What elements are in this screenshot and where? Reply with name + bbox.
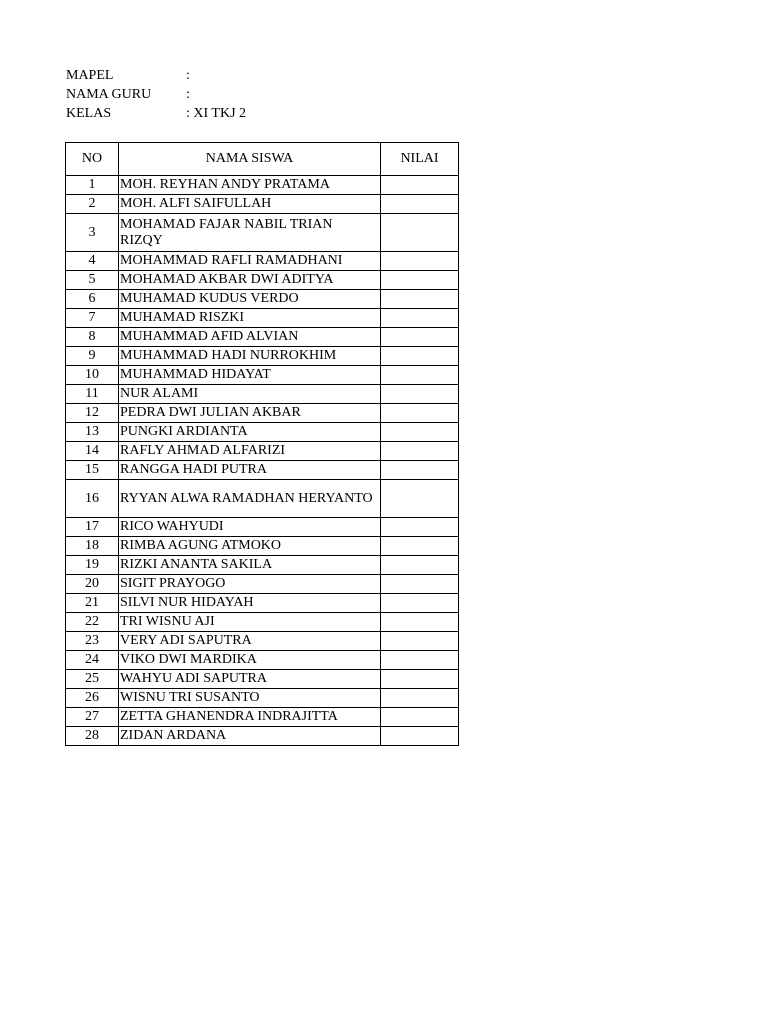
table-row — [66, 214, 459, 252]
row-number: 9 — [66, 347, 119, 366]
table-body — [66, 176, 459, 746]
row-number: 28 — [66, 727, 119, 746]
row-number: 8 — [66, 328, 119, 347]
row-number: 13 — [66, 423, 119, 442]
row-number: 26 — [66, 689, 119, 708]
grade-cell[interactable] — [381, 537, 459, 556]
student-name: MOHAMAD FAJAR NABIL TRIAN RIZQY — [119, 214, 381, 252]
row-number: 5 — [66, 271, 119, 290]
table-row — [66, 613, 459, 632]
student-name: MOHAMAD AKBAR DWI ADITYA — [119, 271, 381, 290]
table-row — [66, 708, 459, 727]
student-name: VIKO DWI MARDIKA — [119, 651, 381, 670]
table-row — [66, 461, 459, 480]
student-name: WISNU TRI SUSANTO — [119, 689, 381, 708]
row-number: 10 — [66, 366, 119, 385]
grade-cell[interactable] — [381, 309, 459, 328]
column-header-nilai: NILAI — [381, 143, 459, 176]
student-name: PEDRA DWI JULIAN AKBAR — [119, 404, 381, 423]
grade-cell[interactable] — [381, 385, 459, 404]
kelas-row — [66, 104, 466, 123]
grade-cell[interactable] — [381, 366, 459, 385]
row-number: 27 — [66, 708, 119, 727]
student-name: RIMBA AGUNG ATMOKO — [119, 537, 381, 556]
student-name: SILVI NUR HIDAYAH — [119, 594, 381, 613]
row-number: 23 — [66, 632, 119, 651]
student-name: RAFLY AHMAD ALFARIZI — [119, 442, 381, 461]
student-name: PUNGKI ARDIANTA — [119, 423, 381, 442]
grade-cell[interactable] — [381, 404, 459, 423]
nama-guru-row — [66, 85, 466, 104]
grade-cell[interactable] — [381, 556, 459, 575]
table-row — [66, 689, 459, 708]
table-row — [66, 385, 459, 404]
student-name: MUHAMAD RISZKI — [119, 309, 381, 328]
table-row — [66, 423, 459, 442]
row-number: 2 — [66, 195, 119, 214]
grade-cell[interactable] — [381, 575, 459, 594]
grade-cell[interactable] — [381, 442, 459, 461]
grade-cell[interactable] — [381, 461, 459, 480]
grade-cell[interactable] — [381, 594, 459, 613]
row-number: 19 — [66, 556, 119, 575]
mapel-value: : — [186, 68, 190, 83]
table-row — [66, 670, 459, 689]
grade-cell[interactable] — [381, 214, 459, 252]
row-number: 20 — [66, 575, 119, 594]
row-number: 14 — [66, 442, 119, 461]
table-row — [66, 271, 459, 290]
mapel-label: MAPEL — [66, 68, 114, 83]
row-number: 24 — [66, 651, 119, 670]
table-row — [66, 537, 459, 556]
document-header — [66, 66, 466, 123]
student-name: TRI WISNU AJI — [119, 613, 381, 632]
student-name: VERY ADI SAPUTRA — [119, 632, 381, 651]
grade-cell[interactable] — [381, 195, 459, 214]
table-row — [66, 480, 459, 518]
row-number: 16 — [66, 480, 119, 518]
grade-cell[interactable] — [381, 271, 459, 290]
row-number: 11 — [66, 385, 119, 404]
student-name: RIZKI ANANTA SAKILA — [119, 556, 381, 575]
row-number: 4 — [66, 252, 119, 271]
grade-cell[interactable] — [381, 290, 459, 309]
grade-cell[interactable] — [381, 328, 459, 347]
student-table — [65, 142, 459, 746]
row-number: 25 — [66, 670, 119, 689]
student-name: WAHYU ADI SAPUTRA — [119, 670, 381, 689]
table-row — [66, 328, 459, 347]
row-number: 17 — [66, 518, 119, 537]
student-name: MUHAMMAD AFID ALVIAN — [119, 328, 381, 347]
student-name: SIGIT PRAYOGO — [119, 575, 381, 594]
table-row — [66, 404, 459, 423]
student-name: RANGGA HADI PUTRA — [119, 461, 381, 480]
table-row — [66, 518, 459, 537]
nama-guru-value: : — [186, 87, 190, 102]
table-row — [66, 575, 459, 594]
table-row — [66, 556, 459, 575]
student-name: MUHAMMAD HIDAYAT — [119, 366, 381, 385]
column-header-no: NO — [66, 143, 119, 176]
kelas-label: KELAS — [66, 106, 112, 121]
student-name: ZIDAN ARDANA — [119, 727, 381, 746]
table-header-row — [66, 143, 459, 176]
student-name: RYYAN ALWA RAMADHAN HERYANTO — [119, 480, 381, 518]
table-row — [66, 442, 459, 461]
grade-cell[interactable] — [381, 727, 459, 746]
row-number: 7 — [66, 309, 119, 328]
grade-cell[interactable] — [381, 632, 459, 651]
grade-cell[interactable] — [381, 252, 459, 271]
grade-cell[interactable] — [381, 689, 459, 708]
student-name: MOHAMMAD RAFLI RAMADHANI — [119, 252, 381, 271]
grade-cell[interactable] — [381, 347, 459, 366]
grade-cell[interactable] — [381, 423, 459, 442]
mapel-row — [66, 66, 466, 85]
row-number: 3 — [66, 214, 119, 252]
row-number: 22 — [66, 613, 119, 632]
student-name: RICO WAHYUDI — [119, 518, 381, 537]
kelas-value: : XI TKJ 2 — [186, 106, 247, 121]
table-row — [66, 594, 459, 613]
grade-cell[interactable] — [381, 480, 459, 518]
table-row — [66, 347, 459, 366]
table-row — [66, 366, 459, 385]
student-name: MOH. REYHAN ANDY PRATAMA — [119, 176, 381, 195]
student-name: MOH. ALFI SAIFULLAH — [119, 195, 381, 214]
grade-cell[interactable] — [381, 613, 459, 632]
table-row — [66, 727, 459, 746]
row-number: 21 — [66, 594, 119, 613]
nama-guru-label: NAMA GURU — [66, 87, 152, 102]
student-name: MUHAMMAD HADI NURROKHIM — [119, 347, 381, 366]
grade-cell[interactable] — [381, 651, 459, 670]
table-row — [66, 290, 459, 309]
grade-cell[interactable] — [381, 708, 459, 727]
table-row — [66, 195, 459, 214]
row-number: 12 — [66, 404, 119, 423]
table-row — [66, 632, 459, 651]
table-row — [66, 176, 459, 195]
student-name: ZETTA GHANENDRA INDRAJITTA — [119, 708, 381, 727]
column-header-name: NAMA SISWA — [119, 143, 381, 176]
grade-cell[interactable] — [381, 518, 459, 537]
row-number: 1 — [66, 176, 119, 195]
grade-cell[interactable] — [381, 176, 459, 195]
grade-cell[interactable] — [381, 670, 459, 689]
student-name: MUHAMAD KUDUS VERDO — [119, 290, 381, 309]
table-row — [66, 252, 459, 271]
row-number: 18 — [66, 537, 119, 556]
row-number: 15 — [66, 461, 119, 480]
student-name: NUR ALAMI — [119, 385, 381, 404]
table-row — [66, 651, 459, 670]
table-row — [66, 309, 459, 328]
row-number: 6 — [66, 290, 119, 309]
